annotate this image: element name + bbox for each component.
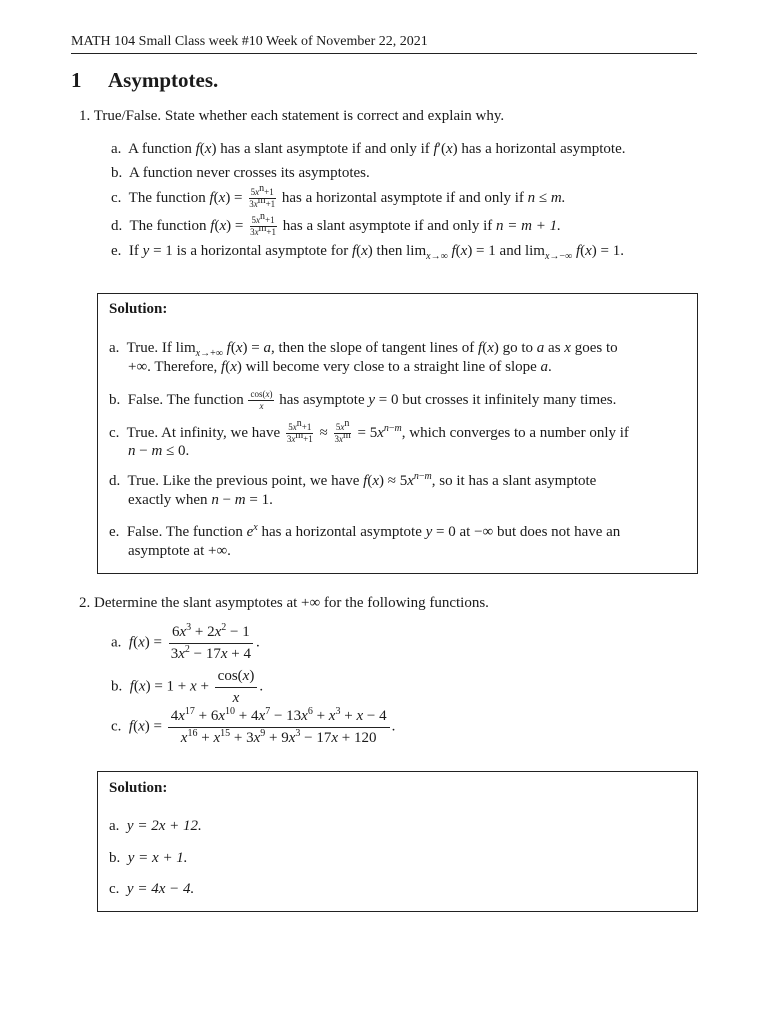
q1-item-d: d. The function f(x) = $\frac{5x^n+1}{3x^m+1}$ has a slant asymptote if and only if n = m + 1. bbox=[111, 211, 561, 237]
q2-item-c: c. f(x) = $\frac{4x^{17} + 6x^{10} + 4x^7 - 13x^6 + x^3 + x - 4}{x^{16} + x^{15} + 3x^9 + 9x^3 - 17x + 120}$ . bbox=[111, 706, 396, 746]
solution-1-e-line2: asymptote at +∞. bbox=[128, 543, 231, 559]
q2-intro: 2. Determine the slant asymptotes at +∞ for the following functions. bbox=[79, 595, 489, 611]
q2-item-a: a. f(x) = $\frac{6x^3 + 2x^2 - 1}{3x^2 - 17x + 4}$ . bbox=[111, 622, 260, 662]
section-title: Asymptotes. bbox=[108, 68, 219, 92]
q1-item-e: e. If y = 1 is a horizontal asymptote for f(x) then $\lim_{x\to\infty} f(x) = 1$ and $\lim_{x\to-\infty} f(x) = 1$. bbox=[111, 243, 625, 262]
q1-item-b: b. A function never crosses its asymptotes. bbox=[111, 165, 370, 181]
page-header: MATH 104 Small Class week #10 Week of November 22, 2021 bbox=[71, 34, 428, 49]
solution-1-a-line1: a. True. If $\lim_{x\to+\infty} f(x) = a$, then the slope of tangent lines of f(x) go to a as x goes to bbox=[109, 340, 618, 359]
q1-intro: 1. True/False. State whether each statement is correct and explain why. bbox=[79, 108, 505, 124]
solution-1-a-line2: +∞. Therefore, f(x) will become very close to a straight line of slope a. bbox=[128, 359, 552, 375]
solution-1-c-line2: n − m ≤ 0. bbox=[128, 443, 190, 459]
q1-item-c: c. The function f(x) = $\frac{5x^n+1}{3x^m+1}$ has a horizontal asymptote if and only if n ≤ m. bbox=[111, 183, 566, 209]
section-number: 1 bbox=[71, 68, 82, 92]
solution-1-d-line1: d. True. Like the previous point, we have $f(x) \approx 5x^{n-m}$, so it has a slant asymptote bbox=[109, 471, 597, 489]
solution-1-d-line2: exactly when n − m = 1. bbox=[128, 492, 273, 508]
q2-item-b: b. f(x) = 1 + x + $\frac{\cos(x)}{x}$ . bbox=[111, 668, 264, 706]
solution-1-heading: Solution: bbox=[109, 301, 168, 317]
solution-2-b: b. y = x + 1. bbox=[109, 850, 188, 866]
header-rule bbox=[71, 53, 697, 54]
solution-1-b: b. False. The function $\frac{\cos(x)}{x}$ has asymptote y = 0 but crosses it infinitely many times. bbox=[109, 389, 617, 411]
solution-2-c: c. y = 4x − 4. bbox=[109, 881, 195, 897]
q1-item-a: a. A function f(x) has a slant asymptote if and only if f′(x) has a horizontal asymptote. bbox=[111, 141, 626, 157]
solution-2-heading: Solution: bbox=[109, 780, 168, 796]
section-heading bbox=[71, 68, 218, 93]
solution-1-c-line1: c. True. At infinity, we have $\frac{5x^n+1}{3x^m+1}$ ≈ $\frac{5x^n}{3x^m}$ = $5x^{n-m}$, which converges to a number only if bbox=[109, 418, 629, 444]
solution-1-e-line1: e. False. The function $e^x$ has a horizontal asymptote y = 0 at −∞ but does not have an bbox=[109, 522, 621, 540]
solution-2-a: a. y = 2x + 12. bbox=[109, 818, 202, 834]
